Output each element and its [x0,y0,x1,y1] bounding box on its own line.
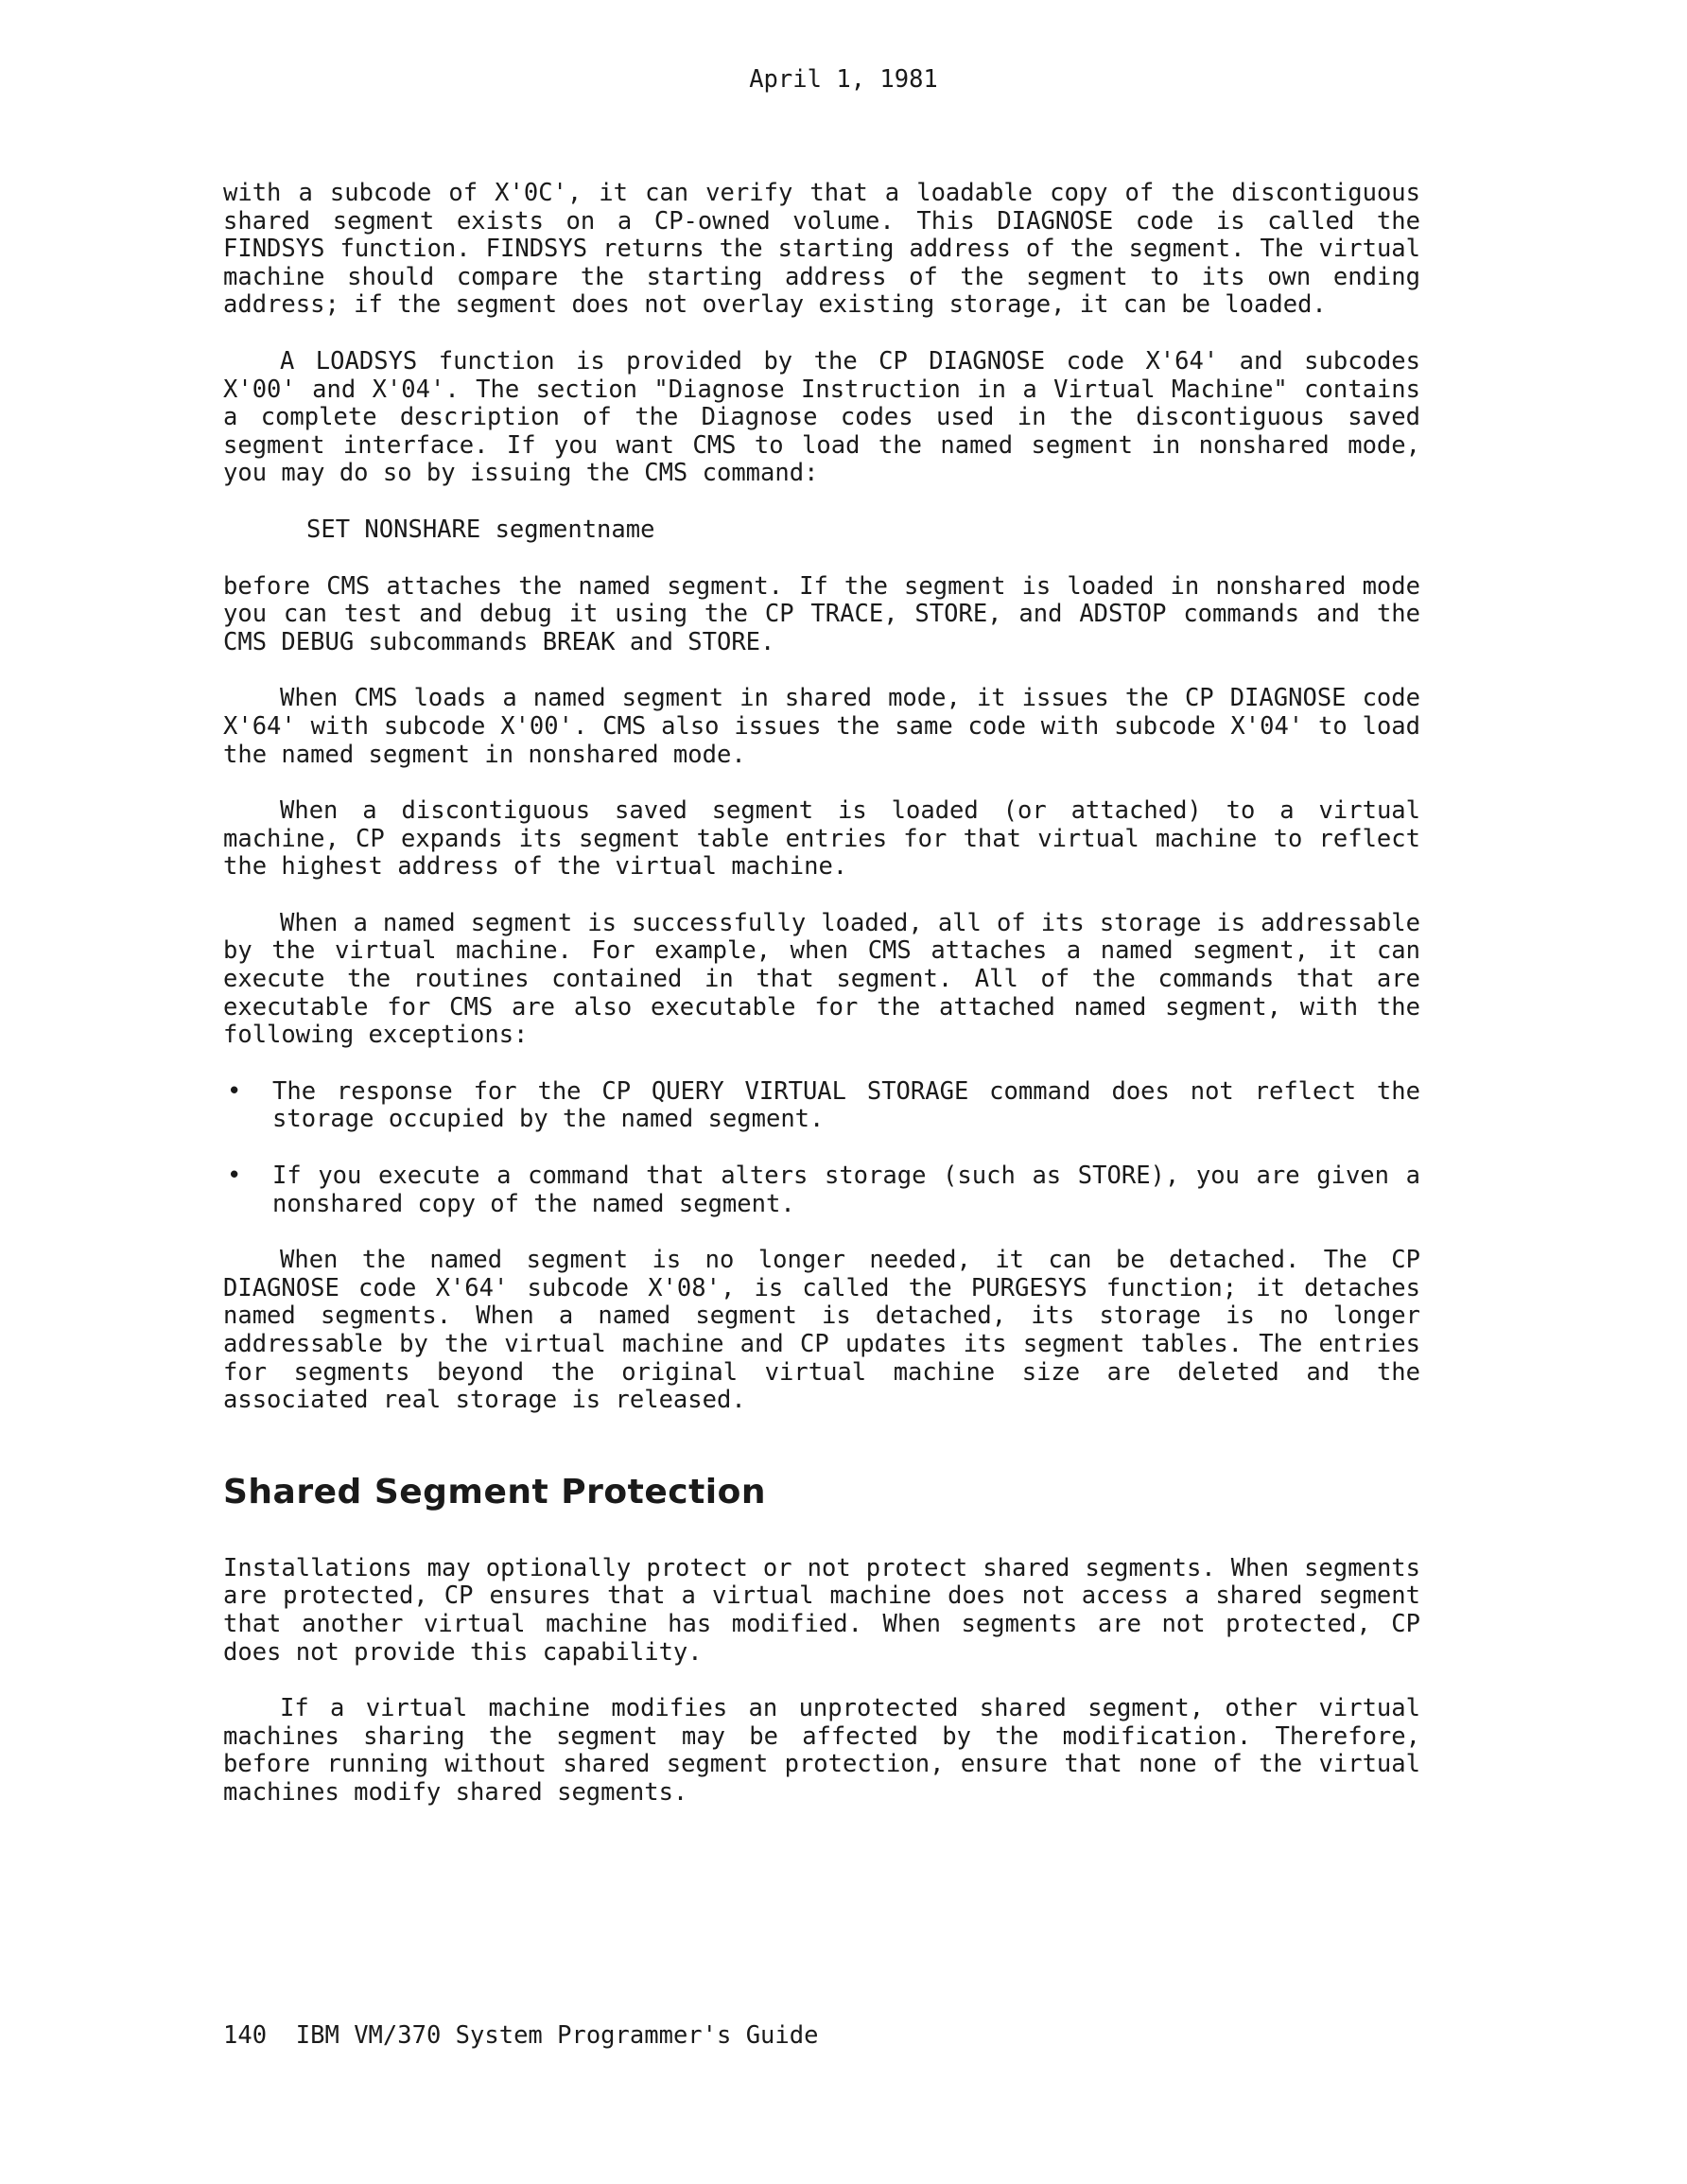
cms-command: SET NONSHARE segmentname [306,515,655,544]
paragraph-unprotected: If a virtual machine modifies an unprotected shared segment, other virtual machines sharing the segment may be affected by the modification. Therefore, before running without shared segment protection, ensure that none of the virtual machines modify shared segments. [223,1694,1420,1807]
page-date: April 1, 1981 [749,65,938,94]
paragraph-addressable: When a named segment is successfully loaded, all of its storage is addressable by the virtual machine. For example, when CMS attaches a named segment, it can execute the routines contained in that segment. All of the commands that are executable for CMS are also executable for the attached named segment, with the following exceptions: [223,908,1420,1050]
paragraph-purgesys: When the named segment is no longer needed, it can be detached. The CP DIAGNOSE code X'64' subcode X'08', is called the PURGESYS function; it detaches named segments. When a named segment is detached, its storage is no longer addressable by the virtual machine and CP updates its segment tables. The entries for segments beyond the original virtual machine size are deleted and the associated real storage is released. [223,1246,1420,1415]
list-item [223,1078,1420,1134]
paragraph-loadsys: A LOADSYS function is provided by the CP DIAGNOSE code X'64' and subcodes X'00' and X'04'. The section "Diagnose Instruction in a Virtual Machine" contains a complete description of the Diagnose codes used in the discontiguous saved segment interface. If you want CMS to load the named segment in nonshared mode, you may do so by issuing the CMS command: [223,346,1420,488]
exceptions-list [223,1078,1420,1218]
bullet-icon: • [227,1162,242,1191]
book-title: IBM VM/370 System Programmer's Guide [295,2021,819,2050]
list-item-text: If you execute a command that alters storage (such as STORE), you are given a nonshared copy of the named segment. [272,1162,1420,1218]
paragraph-segment-table: When a discontiguous saved segment is loaded (or attached) to a virtual machine, CP expands its segment table entries for that virtual machine to reflect the highest address of the virtual machine. [223,796,1420,882]
list-item-text: The response for the CP QUERY VIRTUAL STORAGE command does not reflect the storage occupied by the named segment. [272,1076,1420,1134]
page-body [223,180,1420,1836]
page-footer [223,2022,818,2051]
paragraph-protection: Installations may optionally protect or not protect shared segments. When segments are protected, CP ensures that a virtual machine does not access a shared segment that another virtual machine has modified. When segments are not protected, CP does not provide this capability. [223,1553,1420,1667]
page-number: 140 [223,2021,268,2050]
list-item [223,1162,1420,1218]
paragraph-findsys: with a subcode of X'0C', it can verify that a loadable copy of the discontiguous shared segment exists on a CP-owned volume. This DIAGNOSE code is called the FINDSYS function. FINDSYS returns the starting address of the segment. The virtual machine should compare the starting address of the segment to its own ending address; if the segment does not overlay existing storage, it can be loaded. [223,179,1420,320]
paragraph-shared-mode: When CMS loads a named segment in shared mode, it issues the CP DIAGNOSE code X'64' with subcode X'00'. CMS also issues the same code with subcode X'04' to load the named segment in nonshared mode. [223,684,1420,769]
paragraph-nonshared-debug: before CMS attaches the named segment. If the segment is loaded in nonshared mode you can test and debug it using the CP TRACE, STORE, and ADSTOP commands and the CMS DEBUG subcommands BREAK and STORE. [223,571,1420,656]
bullet-icon: • [227,1076,242,1106]
section-heading: Shared Segment Protection [223,1472,766,1511]
